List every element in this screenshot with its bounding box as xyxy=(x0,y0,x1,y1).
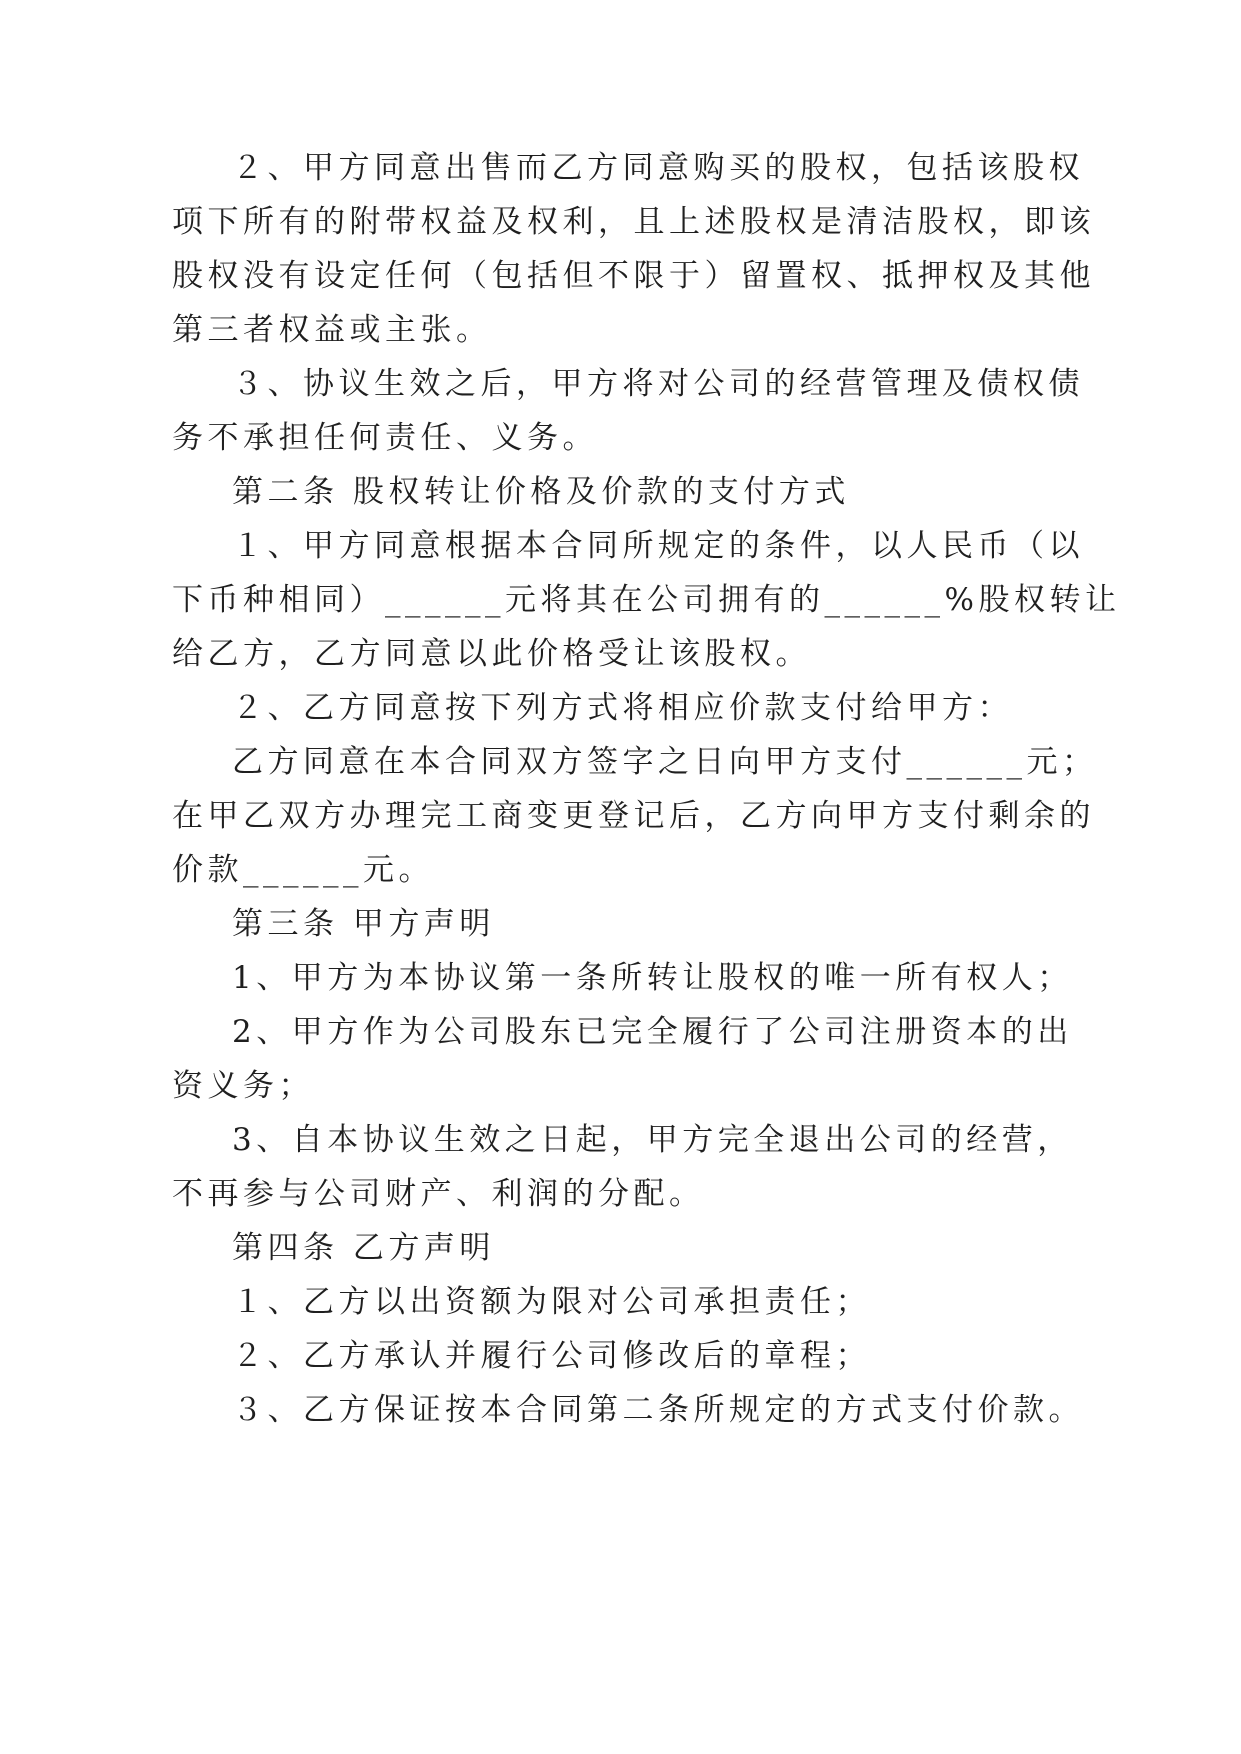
paragraph-line: 股权没有设定任何（包括但不限于）留置权、抵押权及其他 xyxy=(172,258,1095,294)
paragraph-line: 第三者权益或主张。 xyxy=(172,312,492,348)
paragraph-line: ２、乙方承认并履行公司修改后的章程； xyxy=(232,1338,871,1374)
paragraph-line: 给乙方，乙方同意以此价格受让该股权。 xyxy=(172,636,811,672)
paragraph-line: ３、协议生效之后，甲方将对公司的经营管理及债权债 xyxy=(232,366,1084,402)
paragraph-line: ２、甲方同意出售而乙方同意购买的股权，包括该股权 xyxy=(232,150,1084,186)
paragraph-line: 资义务； xyxy=(172,1068,314,1104)
paragraph-line: 务不承担任何责任、义务。 xyxy=(172,420,598,456)
paragraph-line: 不再参与公司财产、利润的分配。 xyxy=(172,1176,705,1212)
paragraph-line: 2、甲方作为公司股东已完全履行了公司注册资本的出 xyxy=(232,1014,1073,1050)
section-heading: 第二条 股权转让价格及价款的支付方式 xyxy=(232,474,850,510)
paragraph-line: 下币种相同）______元将其在公司拥有的______%股权转让 xyxy=(172,582,1121,618)
section-heading: 第四条 乙方声明 xyxy=(232,1230,495,1266)
paragraph-line: 乙方同意在本合同双方签字之日向甲方支付______元； xyxy=(232,744,1098,780)
paragraph-line: 1、甲方为本协议第一条所转让股权的唯一所有权人； xyxy=(232,960,1073,996)
paragraph-line: ２、乙方同意按下列方式将相应价款支付给甲方： xyxy=(232,690,1013,726)
paragraph-line: 在甲乙双方办理完工商变更登记后，乙方向甲方支付剩余的 xyxy=(172,798,1095,834)
paragraph-line: 项下所有的附带权益及权利，且上述股权是清洁股权，即该 xyxy=(172,204,1095,240)
paragraph-line: 3、自本协议生效之日起，甲方完全退出公司的经营， xyxy=(232,1122,1073,1158)
paragraph-line: ３、乙方保证按本合同第二条所规定的方式支付价款。 xyxy=(232,1392,1084,1428)
paragraph-line: 价款______元。 xyxy=(172,852,434,888)
paragraph-line: １、甲方同意根据本合同所规定的条件，以人民币（以 xyxy=(232,528,1084,564)
paragraph-line: １、乙方以出资额为限对公司承担责任； xyxy=(232,1284,871,1320)
section-heading: 第三条 甲方声明 xyxy=(232,906,495,942)
